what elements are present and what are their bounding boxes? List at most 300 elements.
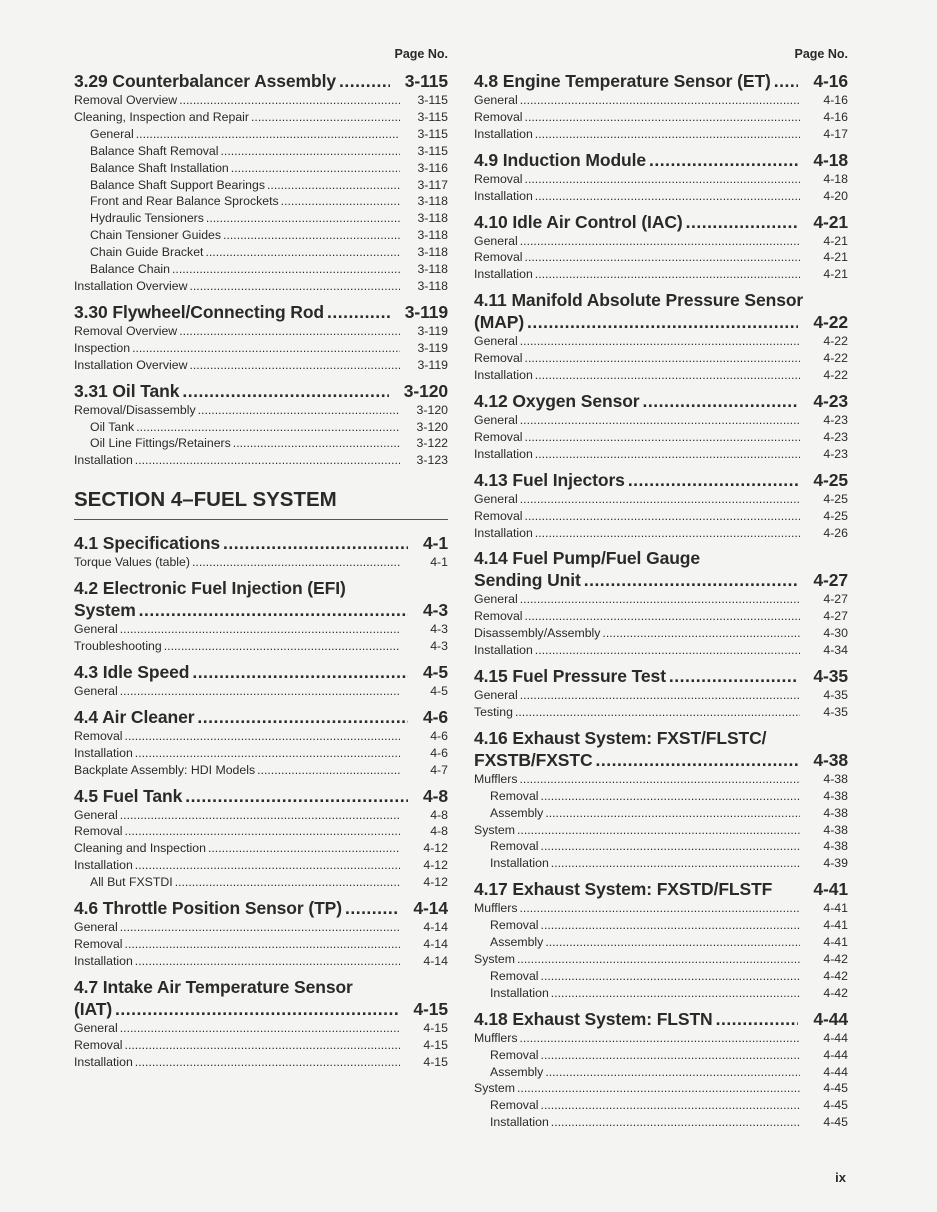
section-page: 4-15 xyxy=(413,998,448,1019)
toc-entry[interactable] xyxy=(474,412,848,429)
entry-page: 4-14 xyxy=(423,920,448,935)
section-title-row xyxy=(474,749,848,771)
dot-leader xyxy=(545,1064,800,1081)
entry-page: 4-42 xyxy=(823,985,848,1000)
toc-entry[interactable] xyxy=(474,822,848,839)
dot-leader xyxy=(327,301,390,323)
entry-page: 4-41 xyxy=(823,935,848,950)
entry-page: 4-39 xyxy=(823,856,848,871)
entry-label: Removal xyxy=(74,937,123,951)
entry-label: Removal xyxy=(474,429,523,444)
toc-section xyxy=(474,727,848,872)
entry-label: Backplate Assembly: HDI Models xyxy=(74,762,256,777)
toc-entry[interactable] xyxy=(474,491,848,508)
entry-label: Removal xyxy=(74,728,123,743)
section-heading[interactable] xyxy=(474,665,848,687)
entry-page: 3-118 xyxy=(417,194,448,209)
toc-entry[interactable] xyxy=(474,805,848,822)
toc-entry[interactable] xyxy=(474,985,848,1002)
toc-entry[interactable] xyxy=(74,109,448,126)
entry-label: Front and Rear Balance Sprockets xyxy=(90,194,279,209)
toc-entry[interactable] xyxy=(74,261,448,278)
toc-left-column xyxy=(74,44,448,1071)
entry-label: General xyxy=(474,688,518,703)
entry-page: 4-16 xyxy=(823,93,848,107)
entry-page: 4-25 xyxy=(823,491,848,506)
toc-entry[interactable] xyxy=(474,771,848,788)
toc-entry[interactable] xyxy=(74,177,448,194)
toc-entry[interactable] xyxy=(474,508,848,525)
toc-entry[interactable] xyxy=(474,917,848,934)
entry-page: 4-23 xyxy=(823,429,848,444)
toc-entry[interactable] xyxy=(74,919,448,936)
dot-leader xyxy=(223,227,400,244)
toc-entry[interactable] xyxy=(474,900,848,917)
section-page: 4-25 xyxy=(813,469,848,490)
entry-label: General xyxy=(74,807,118,822)
entry-label: General xyxy=(474,233,518,248)
section-page: 4-44 xyxy=(813,1008,848,1029)
dot-leader xyxy=(120,919,400,936)
section-heading[interactable] xyxy=(74,380,448,402)
entry-label: Installation xyxy=(490,856,549,871)
entry-label: Balance Shaft Removal xyxy=(90,143,219,158)
toc-entry[interactable] xyxy=(74,621,448,638)
entry-label: Removal xyxy=(490,918,539,933)
section-title: 4.6 Throttle Position Sensor (TP) xyxy=(74,898,342,919)
entry-label: Removal xyxy=(474,250,523,265)
section-page: 4-8 xyxy=(423,785,448,806)
section-title: 4.5 Fuel Tank xyxy=(74,785,183,806)
toc-entry[interactable] xyxy=(474,642,848,659)
dot-leader xyxy=(517,1080,800,1097)
toc-entry[interactable] xyxy=(74,340,448,357)
entry-label: Removal xyxy=(490,968,539,983)
entry-label: Balance Shaft Support Bearings xyxy=(90,177,266,192)
section-heading[interactable] xyxy=(474,1008,848,1030)
entry-label: Removal xyxy=(490,788,539,803)
section-page: 4-21 xyxy=(813,211,848,232)
section-heading[interactable] xyxy=(74,577,448,621)
toc-section xyxy=(474,547,848,659)
section-title-row xyxy=(74,70,448,92)
section-heading[interactable] xyxy=(474,878,848,900)
entry-label: Removal xyxy=(490,1047,539,1062)
toc-section xyxy=(474,390,848,463)
toc-entry[interactable] xyxy=(74,840,448,857)
section-page: 3-119 xyxy=(404,301,448,322)
toc-entry[interactable] xyxy=(474,126,848,143)
entry-label: Installation xyxy=(74,858,133,873)
dot-leader xyxy=(179,323,400,340)
entry-label: System xyxy=(474,952,515,966)
entry-page: 4-8 xyxy=(430,824,448,839)
toc-entry[interactable] xyxy=(474,838,848,855)
toc-entry[interactable] xyxy=(474,171,848,188)
dot-leader xyxy=(535,188,800,205)
section-page: 4-5 xyxy=(423,661,448,682)
section-title: 3.31 Oil Tank xyxy=(74,380,180,401)
toc-entry[interactable] xyxy=(474,704,848,721)
section-page: 4-14 xyxy=(413,898,448,919)
toc-entry[interactable] xyxy=(74,193,448,210)
section-page: 3-115 xyxy=(404,71,448,91)
toc-entry[interactable] xyxy=(74,244,448,261)
toc-entry[interactable] xyxy=(474,525,848,542)
section-title: (IAT) xyxy=(74,998,113,1019)
section-heading[interactable] xyxy=(474,289,848,333)
toc-entry[interactable] xyxy=(74,452,448,469)
section-title-row xyxy=(474,665,848,687)
toc-entry[interactable] xyxy=(74,1037,448,1054)
toc-entry[interactable] xyxy=(474,608,848,625)
toc-entry[interactable] xyxy=(74,92,448,109)
toc-entry[interactable] xyxy=(474,625,848,642)
section-heading[interactable] xyxy=(74,532,448,554)
toc-entry[interactable] xyxy=(74,357,448,374)
entry-page: 3-117 xyxy=(417,177,448,192)
entry-page: 4-44 xyxy=(823,1064,848,1079)
entry-page: 4-7 xyxy=(430,762,448,777)
dot-leader xyxy=(135,1054,400,1071)
entry-label: Installation xyxy=(490,985,549,1000)
toc-entry[interactable] xyxy=(74,745,448,762)
section-title: 4.10 Idle Air Control (IAC) xyxy=(474,211,683,232)
section-title-row xyxy=(74,998,448,1020)
entry-label: Chain Tensioner Guides xyxy=(90,228,222,243)
section-heading[interactable] xyxy=(474,727,848,771)
section-title: 4.13 Fuel Injectors xyxy=(474,469,625,490)
section-heading[interactable] xyxy=(474,149,848,171)
dot-leader xyxy=(223,532,408,554)
entry-page: 4-45 xyxy=(823,1115,848,1130)
dot-leader xyxy=(545,805,800,822)
toc-entry[interactable] xyxy=(474,687,848,704)
entry-page: 4-44 xyxy=(823,1047,848,1062)
entry-page: 4-12 xyxy=(423,858,448,873)
section-title: 4.18 Exhaust System: FLSTN xyxy=(474,1008,713,1029)
toc-section xyxy=(74,301,448,374)
entry-page: 4-38 xyxy=(823,805,848,820)
toc-entry[interactable] xyxy=(74,683,448,700)
toc-entry[interactable] xyxy=(474,266,848,283)
entry-label: Assembly xyxy=(490,935,544,950)
toc-right-column xyxy=(474,44,848,1131)
toc-entry[interactable] xyxy=(74,227,448,244)
entry-page: 3-118 xyxy=(417,278,448,293)
dot-leader xyxy=(135,953,400,970)
section-heading[interactable] xyxy=(474,469,848,491)
toc-entry[interactable] xyxy=(474,1030,848,1047)
dot-leader xyxy=(125,936,400,953)
toc-entry[interactable] xyxy=(74,554,448,571)
entry-label: General xyxy=(74,622,118,637)
entry-label: General xyxy=(474,334,518,349)
entry-label: Torque Values (table) xyxy=(74,555,190,570)
section-title-row xyxy=(474,390,848,412)
entry-page: 3-119 xyxy=(417,323,448,338)
toc-entry[interactable] xyxy=(74,143,448,160)
section-title: 4.9 Induction Module xyxy=(474,149,647,170)
toc-entry[interactable] xyxy=(474,855,848,872)
entry-page: 4-17 xyxy=(823,126,848,141)
dot-leader xyxy=(135,857,400,874)
section-heading[interactable] xyxy=(474,390,848,412)
toc-entry[interactable] xyxy=(74,278,448,295)
entry-label: Mufflers xyxy=(474,771,518,786)
toc-entry[interactable] xyxy=(74,823,448,840)
entry-label: Installation xyxy=(474,188,533,203)
dot-leader xyxy=(231,160,400,177)
section-heading[interactable] xyxy=(74,897,448,919)
section-heading[interactable] xyxy=(74,976,448,1020)
entry-page: 3-120 xyxy=(416,402,448,417)
entry-page: 4-12 xyxy=(423,841,448,856)
entry-label: General xyxy=(474,93,518,107)
entry-page: 4-3 xyxy=(430,639,448,654)
entry-label: Assembly xyxy=(490,1064,544,1079)
toc-blocks-right xyxy=(474,70,848,1131)
entry-page: 4-5 xyxy=(430,683,448,698)
dot-leader xyxy=(541,1097,800,1114)
dot-leader xyxy=(643,390,799,412)
section-title: 4.8 Engine Temperature Sensor (ET) xyxy=(474,71,771,91)
dot-leader xyxy=(686,211,799,233)
entry-page: 4-25 xyxy=(823,508,848,523)
page-no-header: Page No. xyxy=(794,47,848,61)
toc-section xyxy=(474,289,848,384)
toc-entry[interactable] xyxy=(74,728,448,745)
entry-page: 4-45 xyxy=(823,1098,848,1113)
entry-label: Oil Line Fittings/Retainers xyxy=(90,436,231,451)
entry-page: 3-115 xyxy=(417,93,448,107)
entry-label: Removal xyxy=(474,171,523,186)
section-title: Sending Unit xyxy=(474,570,581,591)
dot-leader xyxy=(251,109,400,126)
divider xyxy=(74,519,448,520)
toc-entry[interactable] xyxy=(474,446,848,463)
entry-page: 4-14 xyxy=(423,937,448,951)
toc-entry[interactable] xyxy=(474,1047,848,1064)
section-heading[interactable] xyxy=(74,706,448,728)
dot-leader xyxy=(233,435,400,452)
entry-page: 4-42 xyxy=(823,952,848,966)
section-title: 4.17 Exhaust System: FXSTD/FLSTF xyxy=(474,879,773,900)
dot-leader xyxy=(525,171,800,188)
dot-leader xyxy=(520,591,800,608)
entry-page: 4-6 xyxy=(430,745,448,760)
section-title-row xyxy=(474,211,848,233)
dot-leader xyxy=(535,126,800,143)
toc-blocks-left xyxy=(74,70,448,1071)
toc-entry[interactable] xyxy=(474,429,848,446)
entry-label: Removal xyxy=(490,839,539,854)
section-title: 4.4 Air Cleaner xyxy=(74,706,195,727)
dot-leader xyxy=(125,1037,400,1054)
entry-page: 4-15 xyxy=(423,1037,448,1052)
toc-entry[interactable] xyxy=(74,126,448,143)
part-title: SECTION 4–FUEL SYSTEM xyxy=(74,488,337,512)
toc-entry[interactable] xyxy=(74,638,448,655)
dot-leader xyxy=(669,665,798,687)
toc-entry[interactable] xyxy=(74,936,448,953)
toc-entry[interactable] xyxy=(74,857,448,874)
section-page: 4-16 xyxy=(813,71,848,91)
toc-section xyxy=(474,469,848,542)
toc-entry[interactable] xyxy=(474,934,848,951)
toc-entry[interactable] xyxy=(474,1097,848,1114)
toc-entry[interactable] xyxy=(74,160,448,177)
section-heading[interactable] xyxy=(74,785,448,807)
toc-entry[interactable] xyxy=(474,92,848,109)
dot-leader xyxy=(339,70,390,92)
entry-label: Inspection xyxy=(74,340,131,355)
toc-entry[interactable] xyxy=(474,367,848,384)
section-title-row xyxy=(474,469,848,491)
dot-leader xyxy=(175,874,400,891)
toc-entry[interactable] xyxy=(474,350,848,367)
dot-leader xyxy=(135,452,400,469)
toc-entry[interactable] xyxy=(474,249,848,266)
toc-entry[interactable] xyxy=(74,1054,448,1071)
toc-entry[interactable] xyxy=(74,323,448,340)
toc-entry[interactable] xyxy=(74,435,448,452)
dot-leader xyxy=(602,625,800,642)
entry-label: System xyxy=(474,822,515,837)
toc-section xyxy=(474,149,848,205)
entry-page: 4-38 xyxy=(823,788,848,803)
section-page: 4-41 xyxy=(813,879,848,900)
section-title-line1: 4.11 Manifold Absolute Pressure Sensor xyxy=(474,290,804,311)
toc-entry[interactable] xyxy=(474,951,848,968)
toc-entry[interactable] xyxy=(74,953,448,970)
dot-leader xyxy=(716,1008,799,1030)
page-number-footer: ix xyxy=(835,1170,846,1185)
toc-entry[interactable] xyxy=(74,874,448,891)
entry-page: 4-18 xyxy=(823,171,848,186)
entry-page: 3-115 xyxy=(417,126,448,141)
dot-leader xyxy=(115,998,398,1020)
section-heading[interactable] xyxy=(474,211,848,233)
section-title-line1: 4.2 Electronic Fuel Injection (EFI) xyxy=(74,578,346,599)
dot-leader xyxy=(208,840,400,857)
entry-page: 3-118 xyxy=(417,228,448,243)
dot-leader xyxy=(136,419,400,436)
toc-entry[interactable] xyxy=(474,1080,848,1097)
toc-entry[interactable] xyxy=(474,233,848,250)
entry-page: 4-20 xyxy=(823,188,848,203)
entry-page: 4-6 xyxy=(430,728,448,743)
dot-leader xyxy=(198,402,400,419)
dot-leader xyxy=(135,745,400,762)
toc-section xyxy=(474,878,848,1001)
entry-page: 4-35 xyxy=(823,704,848,719)
entry-label: Oil Tank xyxy=(90,419,135,434)
toc-entry[interactable] xyxy=(474,333,848,350)
entry-page: 4-34 xyxy=(823,643,848,658)
toc-entry[interactable] xyxy=(74,762,448,779)
section-title: 4.3 Idle Speed xyxy=(74,661,190,682)
dot-leader xyxy=(120,807,400,824)
section-heading[interactable] xyxy=(474,547,848,591)
toc-section xyxy=(74,706,448,779)
entry-label: Removal xyxy=(474,508,523,523)
dot-leader xyxy=(515,704,800,721)
toc-entry[interactable] xyxy=(74,210,448,227)
toc-entry[interactable] xyxy=(474,1114,848,1131)
toc-entry[interactable] xyxy=(74,807,448,824)
dot-leader xyxy=(535,525,800,542)
toc-entry[interactable] xyxy=(474,968,848,985)
toc-entry[interactable] xyxy=(474,188,848,205)
entry-page: 4-1 xyxy=(430,555,448,570)
entry-label: Installation xyxy=(74,953,133,968)
section-heading[interactable] xyxy=(74,70,448,92)
entry-label: Installation xyxy=(490,1115,549,1130)
entry-page: 4-15 xyxy=(423,1054,448,1069)
entry-page: 4-44 xyxy=(823,1030,848,1045)
entry-label: Troubleshooting xyxy=(74,639,162,654)
section-title-row xyxy=(474,569,848,591)
section-title: 3.30 Flywheel/Connecting Rod xyxy=(74,301,325,322)
entry-page: 4-27 xyxy=(823,609,848,624)
section-page: 4-27 xyxy=(813,570,848,591)
toc-entry[interactable] xyxy=(474,1064,848,1081)
dot-leader xyxy=(551,985,800,1002)
entry-label: Balance Chain xyxy=(90,262,170,277)
dot-leader xyxy=(182,380,388,402)
section-title-row xyxy=(474,878,848,900)
section-title-line1: 4.16 Exhaust System: FXST/FLSTC/ xyxy=(474,727,767,748)
section-heading[interactable] xyxy=(74,301,448,323)
entry-page: 3-119 xyxy=(417,357,448,372)
dot-leader xyxy=(120,1020,400,1037)
entry-page: 3-115 xyxy=(417,109,448,124)
dot-leader xyxy=(132,340,400,357)
dot-leader xyxy=(525,508,800,525)
section-title-row xyxy=(74,599,448,621)
dot-leader xyxy=(257,762,400,779)
toc-section xyxy=(74,785,448,892)
toc-entry[interactable] xyxy=(474,109,848,126)
entry-page: 4-35 xyxy=(823,688,848,703)
toc-entry[interactable] xyxy=(74,402,448,419)
toc-section xyxy=(74,661,448,700)
entry-page: 3-119 xyxy=(417,340,448,355)
entry-label: Mufflers xyxy=(474,901,518,916)
toc-entry[interactable] xyxy=(474,591,848,608)
section-page: 4-35 xyxy=(813,666,848,687)
section-title: 4.1 Specifications xyxy=(74,533,221,554)
section-page: 4-18 xyxy=(813,149,848,170)
section-title-line1: 4.7 Intake Air Temperature Sensor xyxy=(74,976,353,997)
section-page: 4-38 xyxy=(813,749,848,770)
toc-entry[interactable] xyxy=(74,1020,448,1037)
section-title-row xyxy=(474,149,848,171)
toc-entry[interactable] xyxy=(474,788,848,805)
section-title-row xyxy=(74,706,448,728)
dot-leader xyxy=(527,311,798,333)
entry-label: Mufflers xyxy=(474,1030,518,1045)
dot-leader xyxy=(185,785,408,807)
dot-leader xyxy=(205,244,400,261)
entry-page: 4-23 xyxy=(823,446,848,461)
dot-leader xyxy=(192,661,408,683)
toc-entry[interactable] xyxy=(74,419,448,436)
section-heading[interactable] xyxy=(74,661,448,683)
section-heading[interactable] xyxy=(474,70,848,92)
entry-label: Installation xyxy=(474,267,533,282)
